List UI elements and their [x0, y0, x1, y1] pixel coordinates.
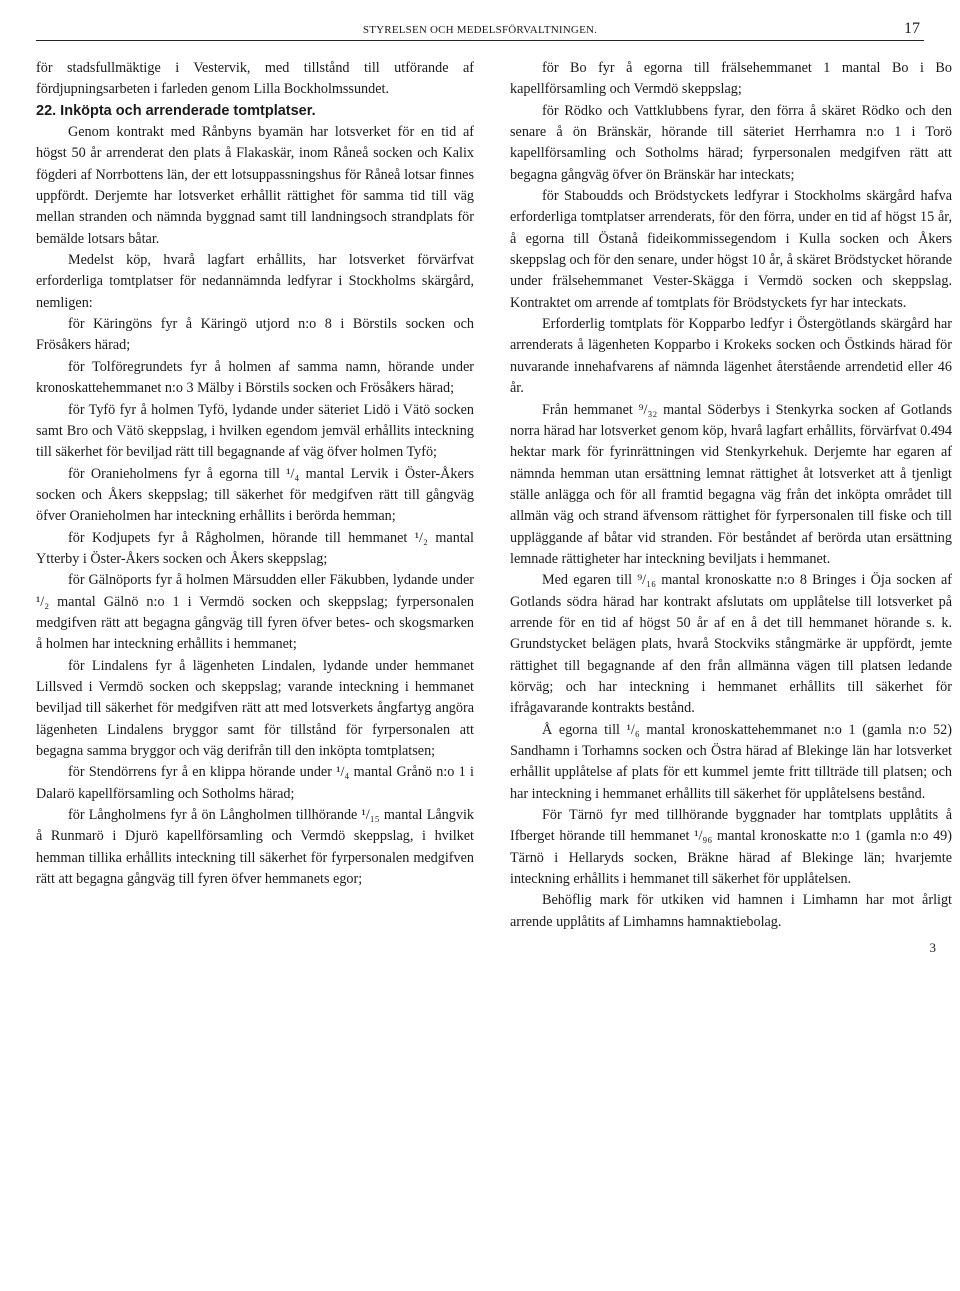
- paragraph: för Lindalens fyr å lägenheten Lindalen, lydande under hemmanet Lillsved i Vermdö socken och skeppslag; varande inteckning i hemmanet beviljad till säkerhet för medgifven rätt att med lotsverkets ångfartyg angöra lägenheten Lindalens bryggor samt för tillstånd för fyrpersonalen att begagna samma bryggor och väg derifrån till den inköpta tomtplatsen;: [36, 657, 474, 759]
- paragraph: för Käringöns fyr å Käringö utjord n:o 8 i Börstils socken och Frösåkers härad;: [36, 316, 474, 354]
- paragraph: för Bo fyr å egorna till frälsehemmanet 1 mantal Bo i Bo kapellförsamling och Vermdö skeppslag;: [510, 60, 952, 98]
- section-heading: 22. Inköpta och arrenderade tomtplatser.: [36, 102, 316, 119]
- right-column: [510, 58, 952, 958]
- paragraph: för Staboudds och Brödstyckets ledfyrar i Stockholms skärgård hafva erforderliga tomtplatser arrenderats, för den förra, under en tid af högst 15 år, å egorna till Östanå fideikommissegendom i Kulla socken och Åkers skeppslag och för den senare, under högst 10 år, å skäret Brödstycket hörande under frälsehemmanet Vester-Skägga i Vermdö socken och skeppslag. Kontraktet om arrende af tomtplats för Brödstyckets fyr har inteckats.: [510, 188, 952, 311]
- running-title: STYRELSEN OCH MEDELSFÖRVALTNINGEN.: [362, 24, 598, 36]
- paragraph: för Oranieholmens fyr å egorna till ¹/₄ mantal Lervik i Öster-Åkers socken och Åkers skeppslag; till säkerhet för medgifven rätt till gångväg öfver Oranieholmen har inteckning erhållits i berörda hemman;: [36, 465, 474, 525]
- paragraph: Erforderlig tomtplats för Kopparbo ledfyr i Östergötlands skärgård har arrenderats å lägenheten Kopparbo i Krokeks socken och Östkinds härad för nuvarande innehafvarens af nämnda lägenhet återstående arrendetid eller 46 år.: [510, 316, 952, 397]
- paragraph: Från hemmanet ⁹/₃₂ mantal Söderbys i Stenkyrka socken af Gotlands norra härad har lotsverket genom köp, hvarå lagfart erhållits, förvärfvat 0.494 hektar mark för fyrinrättningen vid Stenkyrkehuk. Derjemte har egaren af nämnda hemman utan ersättning lemnat rättighet åt lotsverket att å tjenligt ställe anlägga och för all framtid begagna väg från det inköpta området till allmän väg och strand äfvensom rättighet för fyrpersonalen till fiske och till uppläggande af båtar vid stranden. För beståndet af berörda utan ersättning lemnade rättigheter har inteckning beviljats i hemmanet.: [510, 401, 952, 567]
- paragraph: för Tolföregrundets fyr å holmen af samma namn, hörande under kronoskattehemmanet n:o 3 Mälby i Börstils socken och Frösåkers härad;: [36, 358, 474, 397]
- paragraph: Behöflig mark för utkiken vid hamnen i Limhamn har mot årligt arrende upplåtits af Limhamns hamnaktiebolag.: [510, 892, 952, 930]
- paragraph: För Tärnö fyr med tillhörande byggnader har tomtplats upplåtits å Ifberget hörande till hemmanet ¹/₉₆ mantal kronoskatte n:o 1 (gamla n:o 49) Tärnö i Hellaryds socken, Bräkne härad af Blekinge län; hvarjemte inteckning erhållits i hemmanet till säkerhet för upplåtelsen.: [510, 807, 952, 888]
- paragraph: för Tyfö fyr å holmen Tyfö, lydande under säteriet Lidö i Vätö socken samt Bro och Vätö skeppslag, i hvilken egendom jemväl erhållits inteckning till säkerhet för beviljad rätt till begagnande af väg öfver holmen Tyfö;: [36, 401, 474, 461]
- signature-mark: 3: [929, 940, 936, 956]
- page-number: 17: [904, 20, 920, 37]
- paragraph: Å egorna till ¹/₆ mantal kronoskattehemmanet n:o 1 (gamla n:o 52) Sandhamn i Torhamns socken och Östra härad af Blekinge län har lotsverket erhållit upplåtelse af plats för ett kummel jemte fritt tillträde till platsen; och har inteckning i hemmanet erhållits till säkerhet för upplåtelsens bestånd.: [510, 721, 952, 802]
- paragraph: för Stendörrens fyr å en klippa hörande under ¹/₄ mantal Grånö n:o 1 i Dalarö kapellförsamling och Sotholms härad;: [36, 764, 474, 802]
- left-column: [36, 58, 474, 890]
- paragraph: för Långholmens fyr å ön Långholmen tillhörande ¹/₁₅ mantal Långvik å Runmarö i Djurö kapellförsamling och Vermdö skeppslag, i hvilket hemman tillika erhållits inteckning till säkerhet för fyrpersonalen medgifven rätt att begagna gångväg till fyren öfver hemmanets egor;: [36, 807, 474, 888]
- page-header: [36, 22, 924, 42]
- paragraph: Genom kontrakt med Rånbyns byamän har lotsverket för en tid af högst 50 år arrenderat den plats å Flakaskär, inom Råneå socken och Kalix fögderi af Norrbottens län, der ett lotsuppassningshus för Råneå lotsar finnes uppfördt. Derjemte har lotsverket erhållit rättighet för samma tid till väg mellan stranden och nämnda byggnad samt till landningsoch strandplats för bemälde lotsars båtar.: [36, 124, 474, 247]
- paragraph: för Kodjupets fyr å Rågholmen, hörande till hemmanet ¹/₂ mantal Ytterby i Öster-Åkers socken och Åkers skeppslag;: [36, 529, 474, 567]
- header-rule: [36, 40, 924, 41]
- paragraph: för Rödko och Vattklubbens fyrar, den förra å skäret Rödko och den senare å ön Bränskär, hörande till säteriet Herrhamra n:o 1 i Torö kapellförsamling och Sotholms härad; fyrpersonalen medgifven rätt att begagna gångväg öfver ön Bränskär har inteckats;: [510, 102, 952, 183]
- paragraph: för stadsfullmäktige i Vestervik, med tillstånd till utförande af fördjupningsarbeten i farleden genom Lilla Bockholmssundet.: [36, 60, 474, 98]
- paragraph: för Gälnöports fyr å holmen Märsudden eller Fäkubben, lydande under ¹/₂ mantal Gälnö n:o 1 i Vermdö socken och skeppslag; fyrpersonalen medgifven rätt att begagna gångväg till fyren öfver betes- och skogsmarken å holmen har inteckning erhållits i hemmanet;: [36, 572, 474, 653]
- paragraph: Medelst köp, hvarå lagfart erhållits, har lotsverket förvärfvat erforderliga tomtplatser för nedannämnda ledfyrar i Stockholms skärgård, nemligen:: [36, 252, 474, 311]
- paragraph: Med egaren till ⁹/₁₆ mantal kronoskatte n:o 8 Bringes i Öja socken af Gotlands södra härad har kontrakt afslutats om upplåtelse till lotsverket på arrende för en tid af högst 50 år af en å det till hemmanet hörande s. k. Grundstycket belägen plats, hvarå Stockviks stångmärke är uppfördt, jemte rättighet till begagnande af den från allmänna vägen till platsen ledande körväg; och har inteckning i hemmanet erhållits till säkerhet för ifrågavarande kontrakts bestånd.: [510, 572, 952, 717]
